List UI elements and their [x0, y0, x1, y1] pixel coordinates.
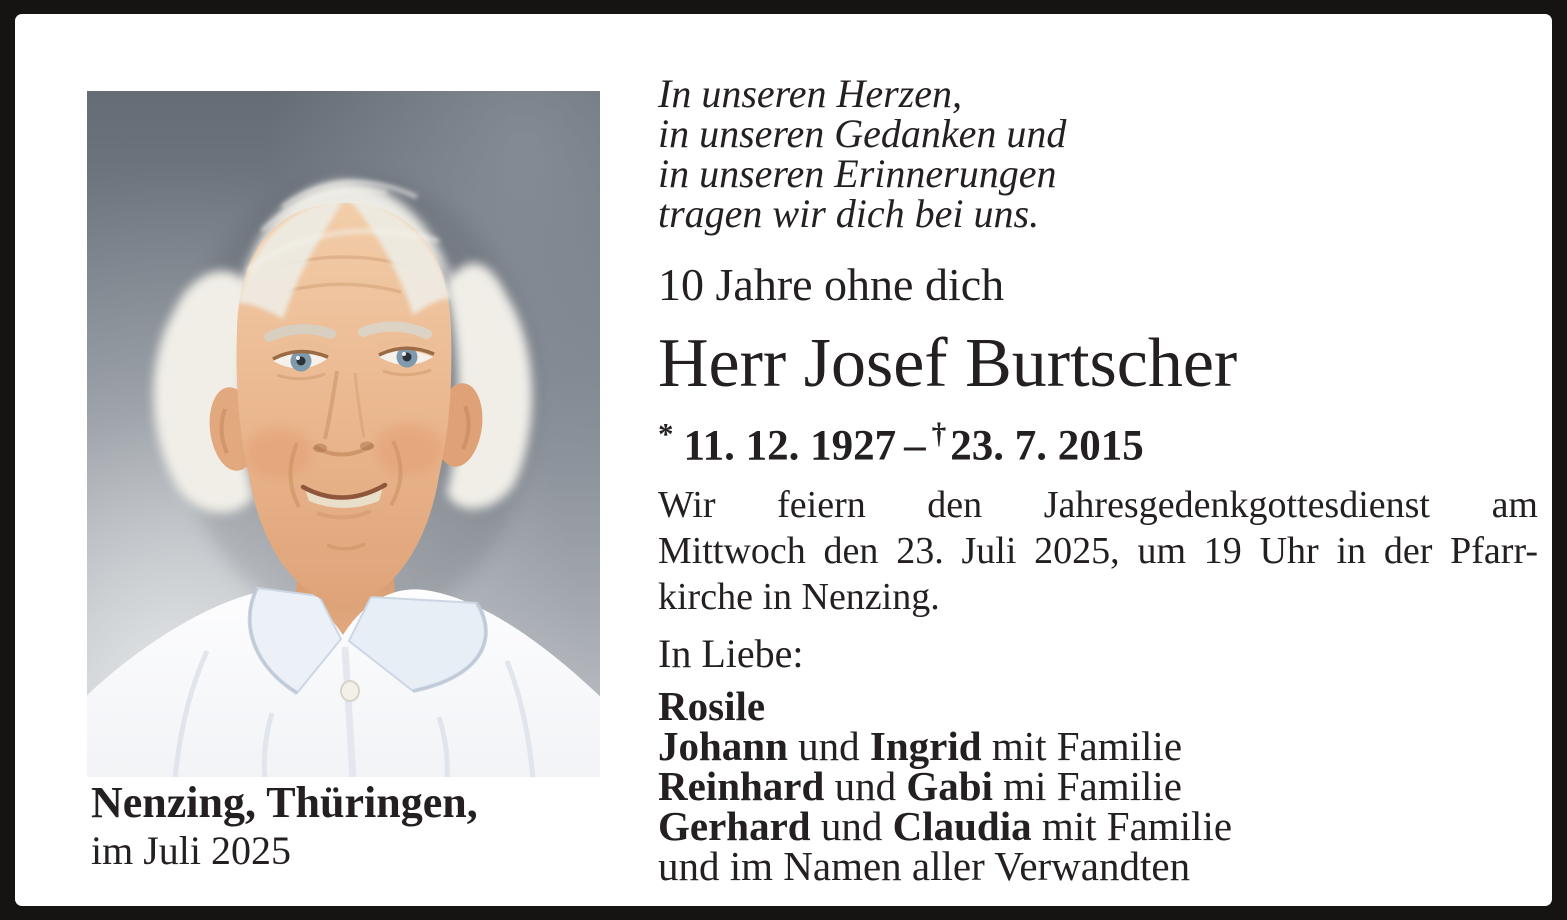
family-name: Claudia	[892, 803, 1032, 850]
birth-date: 11. 12. 1927	[683, 422, 897, 470]
shirt-button	[341, 681, 359, 701]
family-line	[658, 763, 1538, 810]
service-announcement	[658, 482, 1538, 620]
family-list	[658, 683, 1538, 890]
family-name: Ingrid	[869, 723, 982, 770]
death-cross-symbol: †	[931, 418, 947, 451]
portrait-photo	[87, 91, 600, 777]
place-date	[91, 778, 478, 874]
family-suffix: mi Familie	[992, 763, 1182, 810]
verse-line: tragen wir dich bei uns.	[658, 191, 1040, 236]
family-line	[658, 843, 1538, 890]
deceased-name: Herr Josef Burtscher	[658, 325, 1238, 402]
closing-line: In Liebe:	[658, 631, 804, 677]
family-connector: und	[810, 803, 893, 850]
memorial-verse	[658, 71, 1538, 236]
dates-separator: –	[904, 422, 926, 470]
portrait-illustration	[87, 91, 600, 777]
family-suffix: mit Familie	[981, 723, 1183, 770]
notice-text-column	[658, 71, 1538, 890]
notice-card	[15, 14, 1552, 906]
anniversary-line: 10 Jahre ohne dich	[658, 259, 1005, 310]
family-name: Johann	[658, 723, 788, 770]
death-date: 23. 7. 2015	[950, 422, 1144, 470]
verse-line: In unseren Herzen,	[658, 71, 963, 116]
service-line: Wir feiern den Jahresgedenkgottesdienst am	[658, 484, 1538, 527]
family-line	[658, 683, 1538, 730]
date-line: im Juli 2025	[91, 828, 292, 873]
family-name: Rosile	[658, 683, 766, 730]
family-connector: und	[824, 763, 907, 810]
place-line: Nenzing, Thüringen,	[91, 778, 478, 827]
verse-line: in unseren Gedanken und	[658, 111, 1067, 156]
life-dates	[658, 410, 1538, 470]
family-closing: und im Namen aller Verwandten	[658, 843, 1191, 890]
family-line	[658, 723, 1538, 770]
service-line: Mittwoch den 23. Juli 2025, um 19 Uhr in der Pfarr-	[658, 530, 1538, 573]
family-connector: und	[787, 723, 870, 770]
family-suffix: mit Familie	[1031, 803, 1233, 850]
family-name: Gerhard	[658, 803, 811, 850]
birth-star-symbol: *	[658, 416, 674, 451]
family-name: Reinhard	[658, 763, 825, 810]
family-line	[658, 803, 1538, 850]
verse-line: in unseren Erinnerungen	[658, 151, 1057, 196]
service-line: kirche in Nenzing.	[658, 576, 940, 619]
family-name: Gabi	[906, 763, 993, 810]
